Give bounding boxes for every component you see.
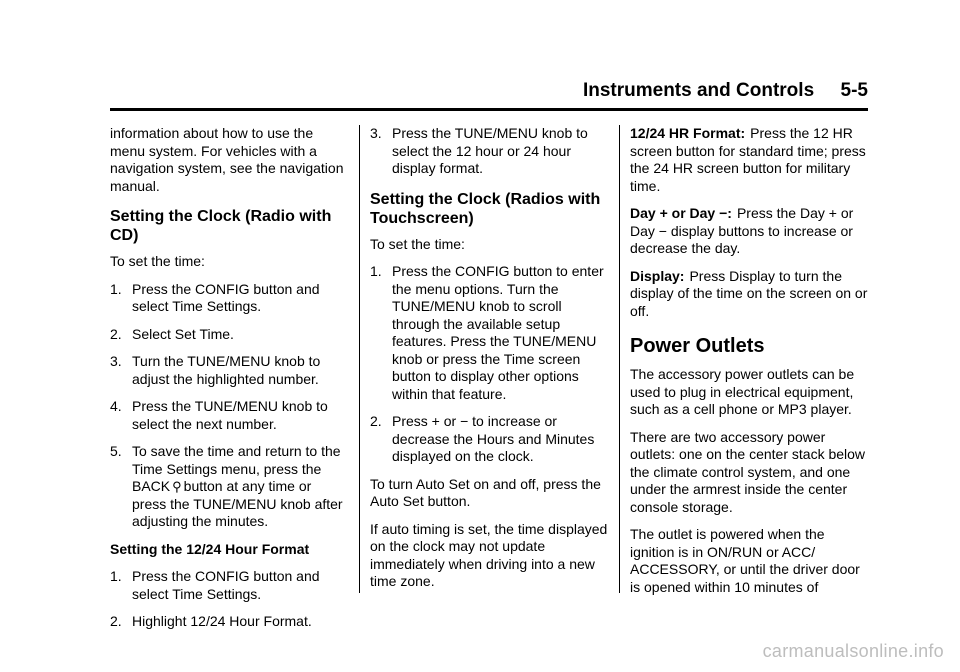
definition-term: Day + or Day −:	[630, 205, 732, 221]
list-item	[370, 263, 608, 403]
page-title: Instruments and Controls 5-5	[582, 80, 868, 101]
step-number: 2.	[370, 413, 382, 429]
step-number: 3.	[370, 125, 382, 141]
definition-term: 12/24 HR Format:	[630, 125, 746, 141]
step-number: 2.	[110, 325, 122, 342]
paragraph: The accessory power outlets can be used to plug in electrical equipment, such as a cell phone or MP3 player.	[630, 366, 855, 417]
section-heading-radio-cd: Setting the Clock (Radio with CD)	[110, 208, 332, 244]
list-item	[110, 568, 348, 603]
back-icon: ⚲	[172, 479, 182, 494]
page-header	[110, 76, 868, 111]
column-3	[630, 125, 870, 606]
definition-term: Display:	[630, 267, 685, 284]
column-2	[370, 125, 608, 601]
list-item	[110, 613, 348, 631]
definition-item	[630, 205, 870, 258]
column-1	[110, 125, 348, 641]
definition-text: Press the Day + or Day − display buttons to increase or decrease the day.	[630, 205, 854, 256]
section-heading-power-outlets: Power Outlets	[630, 335, 765, 357]
step-text: Highlight 12/24 Hour Format.	[132, 613, 312, 629]
list-item	[370, 125, 608, 178]
step-text: Turn the TUNE/MENU knob to adjust the highlighted number.	[132, 353, 321, 387]
step-number: 5.	[110, 443, 122, 459]
step-text: Press the CONFIG button to enter the menu options. Turn the TUNE/MENU knob to scroll through the available setup features. Press the TUNE/MENU knob or press the Time screen button to display other options within that feature.	[392, 263, 604, 402]
intro-paragraph: information about how to use the menu system. For vehicles with a navigation system, see the navigation manual.	[110, 125, 344, 194]
step-number: 1.	[110, 280, 122, 297]
list-item	[110, 398, 348, 433]
list-item	[110, 326, 348, 344]
step-text: Press the CONFIG button and select Time Settings.	[132, 280, 320, 314]
watermark: carmanualsonline.info	[762, 641, 944, 661]
definition-item	[630, 268, 870, 321]
step-text: Press the TUNE/MENU knob to select the 12 hour or 24 hour display format.	[392, 125, 588, 176]
step-number: 1.	[110, 568, 122, 584]
step-number: 2.	[110, 613, 122, 629]
paragraph: The outlet is powered when the ignition is in ON/RUN or ACC/ ACCESSORY, or until the driver door is opened within 10 minutes of	[630, 526, 860, 595]
list-item	[110, 353, 348, 388]
step-text: To save the time and return to the Time Settings menu, press the BACK	[132, 443, 341, 494]
step-number: 4.	[110, 398, 122, 414]
paragraph: There are two accessory power outlets: one on the center stack below the climate control system, and one under the armrest inside the center console storage.	[630, 428, 866, 515]
step-text: Press + or − to increase or decrease the Hours and Minutes displayed on the clock.	[392, 413, 595, 464]
column-divider-1	[359, 125, 360, 593]
step-text: Press the CONFIG button and select Time Settings.	[132, 568, 320, 602]
subheading-12-24: Setting the 12/24 Hour Format	[110, 540, 310, 557]
section-heading-touchscreen: Setting the Clock (Radios with Touchscreen)	[370, 190, 601, 227]
step-number: 1.	[370, 263, 382, 279]
paragraph: If auto timing is set, the time displayed on the clock may not update immediately when driving into a new time zone.	[370, 520, 608, 589]
step-number: 3.	[110, 353, 122, 369]
list-item	[370, 413, 608, 466]
list-item	[110, 443, 348, 531]
step-text: button at any time or press the TUNE/MENU knob after adjusting the minutes.	[132, 478, 343, 529]
definition-text: Press Display to turn the display of the time on the screen on or off.	[630, 267, 868, 319]
lead-text: To set the time:	[370, 235, 465, 252]
step-text: Select Set Time.	[132, 325, 234, 342]
step-text: Press the TUNE/MENU knob to select the next number.	[132, 398, 328, 432]
definition-text: Press the 12 HR screen button for standard time; press the 24 HR screen button for military time.	[630, 125, 866, 194]
column-divider-2	[619, 125, 620, 593]
definition-item	[630, 125, 870, 195]
lead-text: To set the time:	[110, 253, 205, 269]
list-item	[110, 281, 348, 316]
paragraph: To turn Auto Set on and off, press the Auto Set button.	[370, 475, 601, 509]
